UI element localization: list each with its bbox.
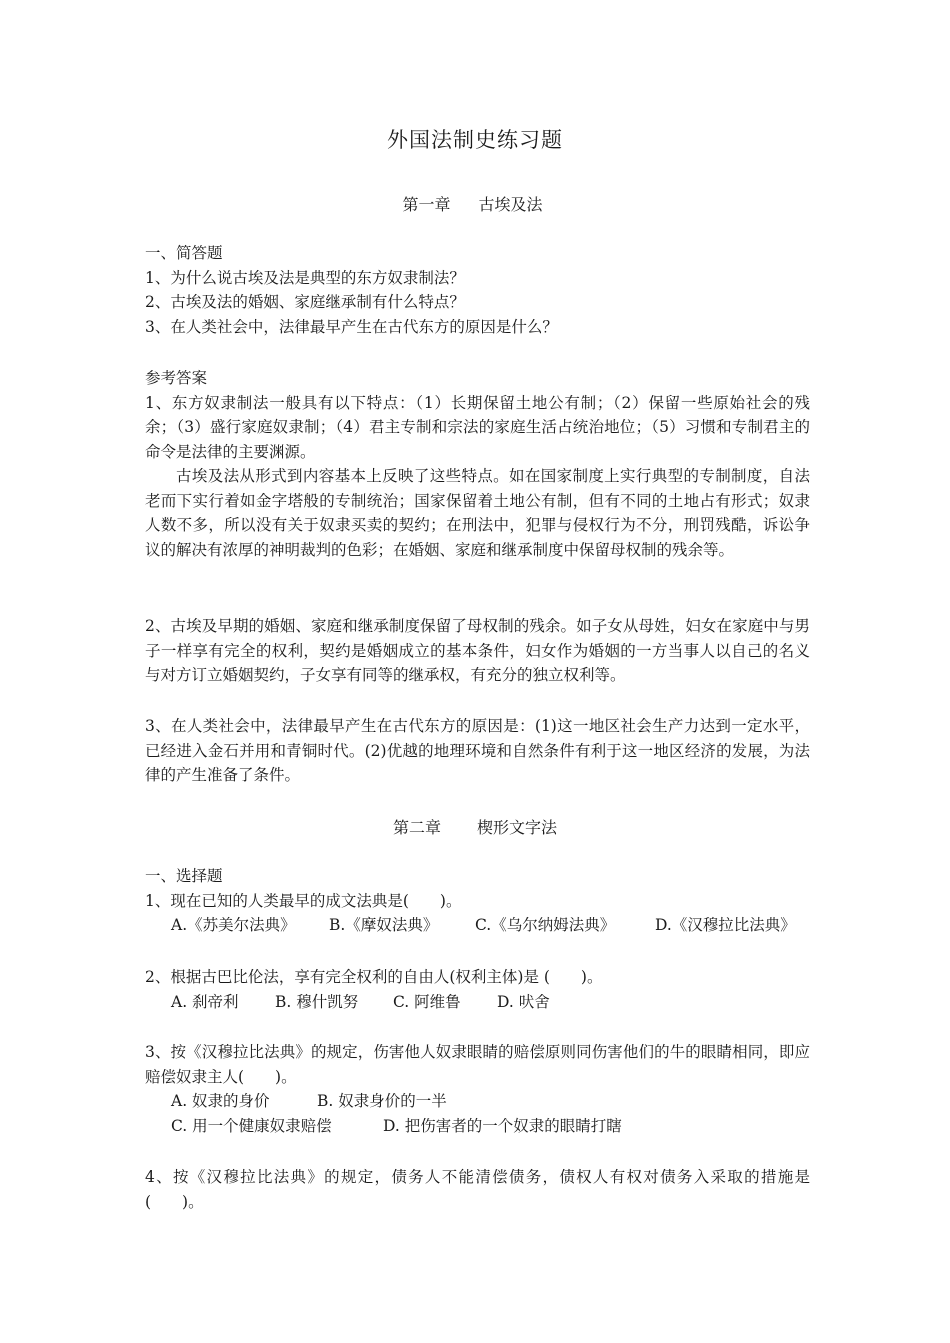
chapter-2-q3 bbox=[145, 1040, 810, 1138]
question-2: 2、古埃及法的婚姻、家庭继承制有什么特点？ bbox=[145, 293, 465, 311]
chapter-1-number: 第一章 bbox=[402, 195, 451, 214]
mc-q2-option-c: C. 阿维鲁 bbox=[393, 992, 461, 1011]
chapter-1-questions bbox=[145, 241, 810, 339]
mc-question-3-stem: 3、按《汉穆拉比法典》的规定，伤害他人奴隶眼睛的赔偿原则同伤害他们的牛的眼睛相同，即应赔偿奴隶主人( )。 bbox=[145, 1043, 810, 1086]
chapter-2-title: 楔形文字法 bbox=[477, 818, 558, 837]
answer-3-text: 3、在人类社会中，法律最早产生在古代东方的原因是：(1)这一地区社会生产力达到一定水平，已经进入金石并用和青铜时代。(2)优越的地理环境和自然条件有利于这一地区经济的发展，为法律的产生准备了条件。 bbox=[145, 717, 810, 784]
mc-q3-option-b: B. 奴隶身价的一半 bbox=[317, 1092, 447, 1110]
mc-q3-option-a: A. 奴隶的身价 bbox=[171, 1092, 270, 1110]
mc-question-1-stem: 1、现在已知的人类最早的成文法典是( )。 bbox=[145, 891, 462, 910]
mc-q2-option-d: D. 吠舍 bbox=[497, 992, 550, 1011]
chapter-1-heading bbox=[0, 192, 950, 215]
mc-question-3-options-row-2 bbox=[145, 1114, 810, 1139]
answer-1-paragraph-1: 1、东方奴隶制法一般具有以下特点：（1）长期保留土地公有制；（2）保留一些原始社会的残余；（3）盛行家庭奴隶制；（4）君主专制和宗法的家庭生活占统治地位；（5）习惯和专制君主的命令是法律的主要渊源。 bbox=[145, 393, 810, 461]
question-3: 3、在人类社会中，法律最早产生在古代东方的原因是什么？ bbox=[145, 317, 558, 336]
answer-2 bbox=[145, 614, 810, 688]
mc-question-1-options bbox=[145, 913, 810, 938]
mc-question-3-options-row-1 bbox=[145, 1089, 810, 1114]
mc-q2-option-a: A. 刹帝利 bbox=[171, 992, 239, 1011]
chapter-2-number: 第二章 bbox=[392, 818, 441, 837]
chapter-2-q2 bbox=[145, 965, 810, 1014]
mc-q3-option-d: D. 把伤害者的一个奴隶的眼睛打瞎 bbox=[383, 1116, 622, 1135]
answer-1-paragraph-2: 古埃及法从形式到内容基本上反映了这些特点。如在国家制度上实行典型的专制制度，自法老而下实行着如金字塔般的专制统治；国家保留着土地公有制，但有不同的土地占有形式；奴隶人数不多，所以没有关于奴隶买卖的契约；在刑法中，犯罪与侵权行为不分，刑罚残酷，诉讼争议的解决有浓厚的神明裁判的色彩；在婚姻、家庭和继承制度中保留母权制的残余等。 bbox=[145, 467, 810, 559]
answer-3 bbox=[145, 714, 810, 788]
answer-2-text: 2、古埃及早期的婚姻、家庭和继承制度保留了母权制的残余。如子女从母姓，妇女在家庭中与男子一样享有完全的权利，契约是婚姻成立的基本条件，妇女作为婚姻的一方当事人以自己的名义与对方订立婚姻契约，子女享有同等的继承权，有充分的独立权利等。 bbox=[145, 617, 810, 684]
mc-q1-option-a: A.《苏美尔法典》 bbox=[171, 916, 296, 934]
answers-label: 参考答案 bbox=[145, 369, 208, 387]
mc-q1-option-b: B.《摩奴法典》 bbox=[329, 916, 439, 934]
mc-q3-option-c: C. 用一个健康奴隶赔偿 bbox=[171, 1116, 332, 1135]
document-title: 外国法制史练习题 bbox=[387, 128, 563, 152]
mc-q1-option-c: C.《乌尔纳姆法典》 bbox=[475, 916, 616, 934]
mc-question-2-options bbox=[145, 990, 810, 1015]
question-1: 1、为什么说古埃及法是典型的东方奴隶制法？ bbox=[145, 268, 465, 287]
chapter-1-answers bbox=[145, 366, 810, 562]
chapter-1-title: 古埃及法 bbox=[478, 195, 543, 214]
mc-q1-option-d: D.《汉穆拉比法典》 bbox=[655, 916, 796, 934]
chapter-2-heading bbox=[0, 815, 950, 838]
section-multiple-choice: 一、选择题 bbox=[145, 867, 223, 885]
section-short-answer: 一、简答题 bbox=[145, 244, 223, 262]
chapter-2-q1 bbox=[145, 864, 810, 938]
chapter-2-q4 bbox=[145, 1165, 810, 1214]
mc-question-4-stem: 4、按《汉穆拉比法典》的规定，债务人不能清偿债务，债权人有权对债务入采取的措施是( )。 bbox=[145, 1168, 810, 1211]
mc-q2-option-b: B. 穆什凯努 bbox=[275, 992, 359, 1011]
mc-question-2-stem: 2、根据古巴比伦法，享有完全权利的自由人(权利主体)是 ( )。 bbox=[145, 968, 603, 986]
